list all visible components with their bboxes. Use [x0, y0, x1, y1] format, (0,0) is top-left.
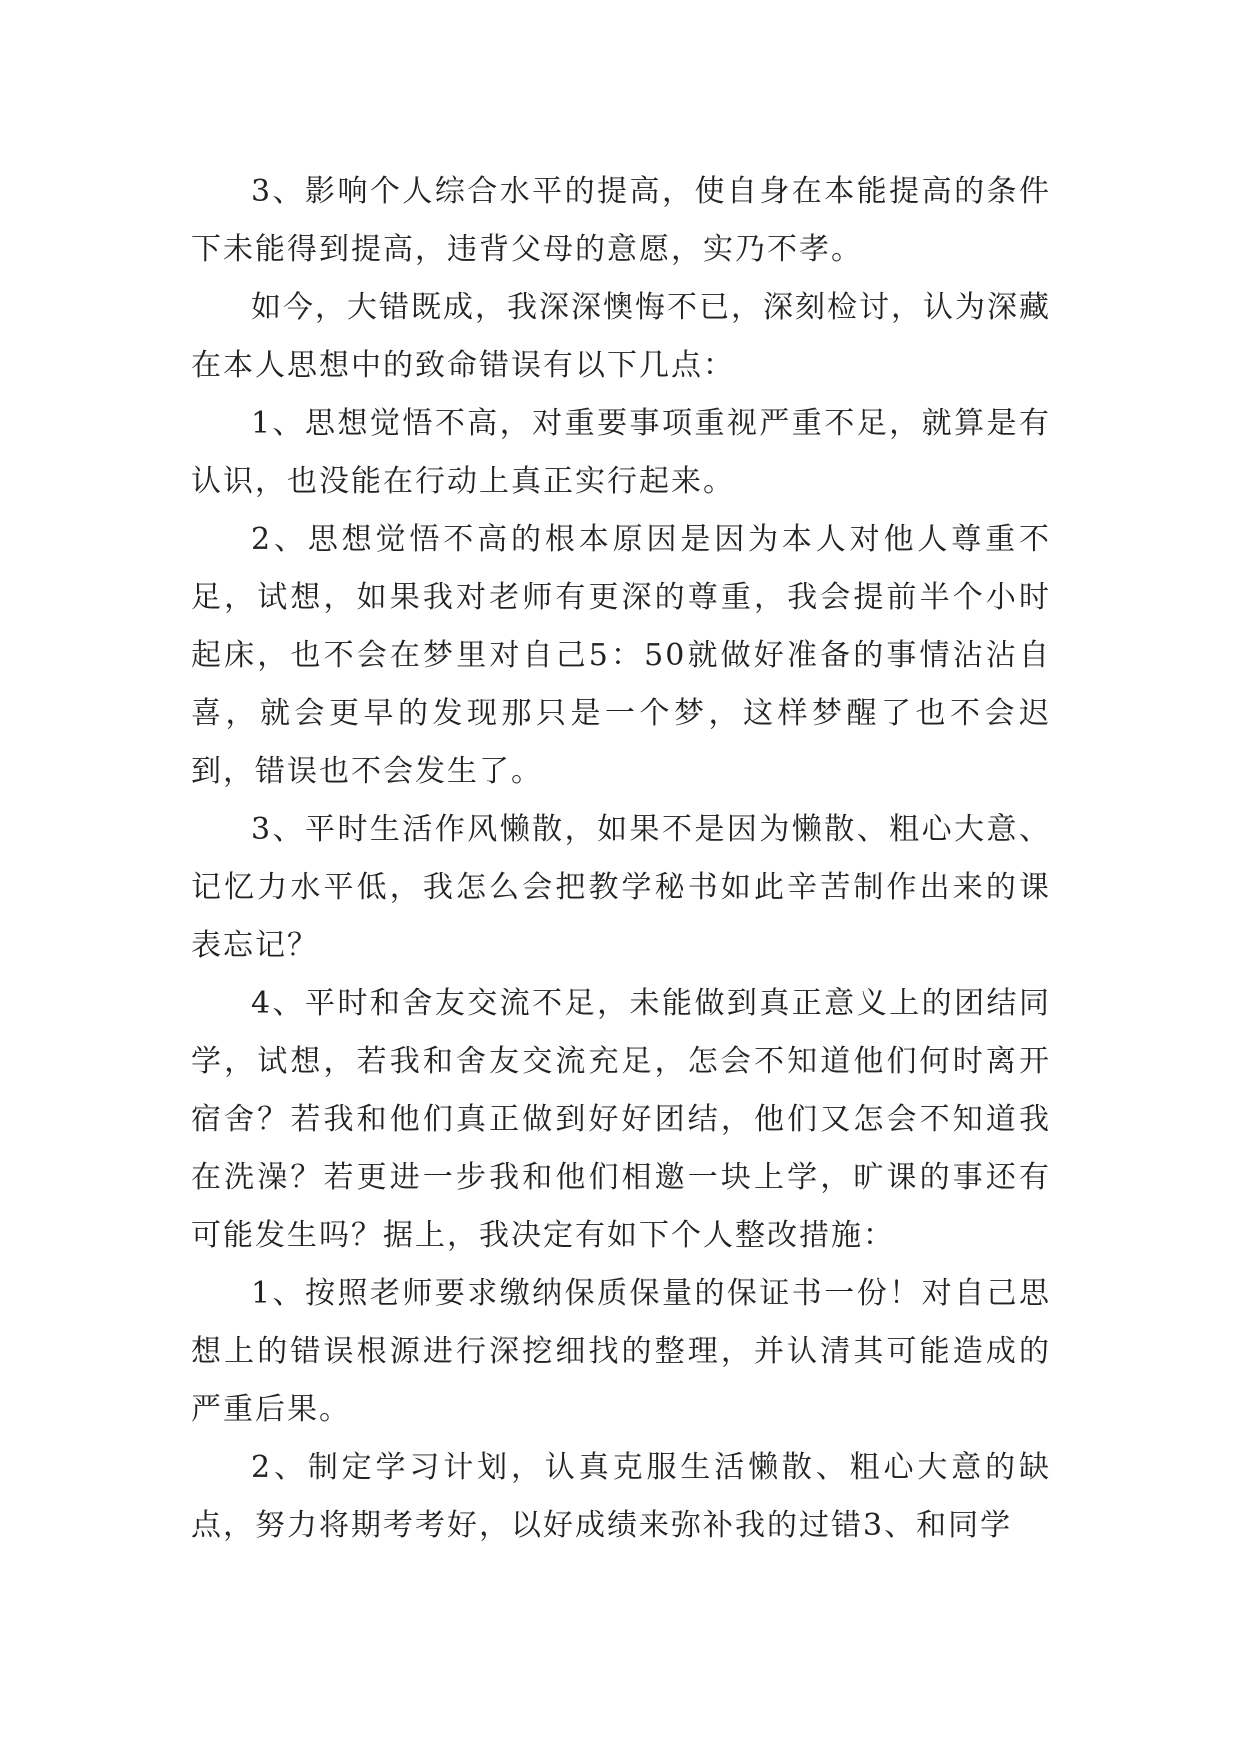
- paragraph-4: 2、思想觉悟不高的根本原因是因为本人对他人尊重不足，试想，如果我对老师有更深的尊重，我会提前半个小时起床，也不会在梦里对自己5：50就做好准备的事情沾沾自喜，就会更早的发现那只是一个梦，这样梦醒了也不会迟到，错误也不会发生了。: [191, 522, 1051, 789]
- paragraph-2: 如今，大错既成，我深深懊悔不已，深刻检讨，认为深藏在本人思想中的致命错误有以下几点：: [191, 290, 1051, 383]
- paragraph-7: 1、按照老师要求缴纳保质保量的保证书一份！对自己思想上的错误根源进行深挖细找的整理，并认清其可能造成的严重后果。: [191, 1276, 1051, 1427]
- paragraph-3: 1、思想觉悟不高，对重要事项重视严重不足，就算是有认识，也没能在行动上真正实行起来。: [191, 406, 1051, 499]
- paragraph-8: 2、制定学习计划，认真克服生活懒散、粗心大意的缺点，努力将期考考好，以好成绩来弥补我的过错3、和同学: [191, 1450, 1051, 1543]
- document-body: [191, 163, 1051, 1555]
- paragraph-6: 4、平时和舍友交流不足，未能做到真正意义上的团结同学，试想，若我和舍友交流充足，怎会不知道他们何时离开宿舍？若我和他们真正做到好好团结，他们又怎会不知道我在洗澡？若更进一步我和他们相邀一块上学，旷课的事还有可能发生吗？据上，我决定有如下个人整改措施：: [191, 986, 1051, 1253]
- paragraph-5: 3、平时生活作风懒散，如果不是因为懒散、粗心大意、记忆力水平低，我怎么会把教学秘书如此辛苦制作出来的课表忘记？: [191, 812, 1051, 963]
- paragraph-1: 3、影响个人综合水平的提高，使自身在本能提高的条件下未能得到提高，违背父母的意愿，实乃不孝。: [191, 174, 1051, 267]
